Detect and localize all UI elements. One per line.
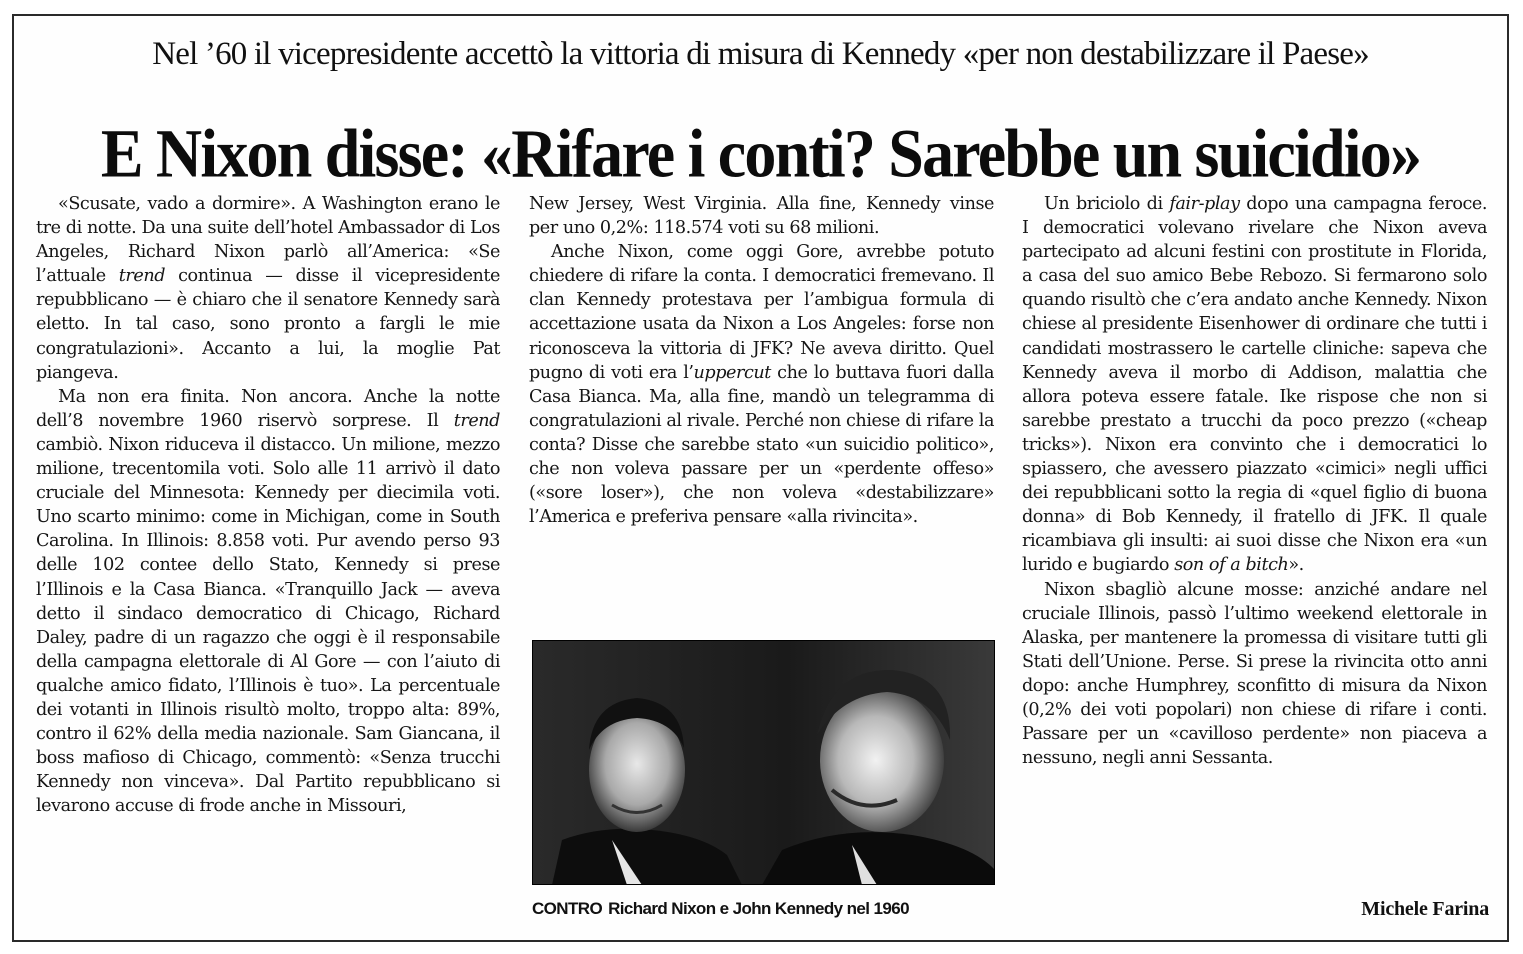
paragraph: Anche Nixon, come oggi Gore, avrebbe potuto chiedere di rifare la conta. I democratici fremevano. Il clan Kennedy protestava per l’ambigua formula di accettazione usata da Nixon a Los Angeles: forse non riconosceva la vittoria di JFK? Ne aveva diritto. Quel pugno di voti era l’uppercut che lo buttava fuori dalla Casa Bianca. Ma, alla fine, mandò un telegramma di congratulazioni al rivale. Perché non chiese di rifare la conta? Disse che sarebbe stato «un suicidio politico», che non voleva passare per un «perdente offeso» («sore loser»), che non voleva «destabilizzare» l’America e preferiva pensare «alla rivincita».: [529, 242, 994, 528]
photo-image: [532, 640, 995, 885]
byline: Michele Farina: [1361, 898, 1489, 920]
paragraph: Ma non era finita. Non ancora. Anche la notte dell’8 novembre 1960 riservò sorprese. Il trend cambiò. Nixon riduceva il distacco. Un milione, mezzo milione, trecentomila voti. Solo alle 11 arrivò il dato cruciale del Minnesota: Kennedy per diecimila voti. Uno scarto minimo: come in Michigan, come in South Carolina. In Illinois: 8.858 voti. Pur avendo perso 93 delle 102 contee dello Stato, Kennedy si prese l’Illinois e la Casa Bianca. «Tranquillo Jack — aveva detto il sindaco democratico di Chicago, Richard Daley, padre di un ragazzo che oggi è il responsabile della campagna elettorale di Al Gore — con l’aiuto di qualche amico fidato, l’Illinois è tuo». La percentuale dei votanti in Illinois risultò molto, troppo alta: 89%, contro il 62% della media nazionale. Sam Giancana, il boss mafioso di Chicago, commentò: «Senza trucchi Kennedy non vinceva». Dal Partito repubblicano si levarono accuse di frode anche in Missouri,: [36, 386, 500, 817]
caption-tag: CONTRO: [532, 899, 603, 918]
article-column-3: [1022, 192, 1487, 770]
paragraph: Un briciolo di fair-play dopo una campagna feroce. I democratici volevano rivelare che Nixon aveva partecipato ad alcuni festini con prostitute in Florida, a casa del suo amico Bebe Rebozo. Si fermarono solo quando risultò che c’era andato anche Kennedy. Nixon chiese al presidente Eisenhower di ordinare che tutti i candidati mostrassero le cartelle cliniche: sapeva che Kennedy aveva il morbo di Addison, malattia che allora poteva essere fatale. Ike rispose che non si sarebbe prestato a trucchi da poco prezzo («cheap tricks»). Nixon era convinto che i democratici lo spiassero, che avessero piazzato «cimici» negli uffici dei repubblicani sotto la regia di «quel figlio di buona donna» di Bob Kennedy, il fratello di JFK. Il quale ricambiava gli insulti: ai suoi disse che Nixon era «un lurido e bugiardo son of a bitch».: [1022, 194, 1487, 576]
kicker: Nel ’60 il vicepresidente accettò la vittoria di misura di Kennedy «per non destabilizzare il Paese»: [152, 36, 1369, 72]
headline: E Nixon disse: «Rifare i conti? Sarebbe un suicidio»: [100, 115, 1421, 192]
paragraph: Nixon sbagliò alcune mosse: anziché andare nel cruciale Illinois, passò l’ultimo weekend elettorale in Alaska, per mantenere la promessa di visitare tutti gli Stati dell’Unione. Perse. Si prese la rivincita otto anni dopo: anche Humphrey, sconfitto di misura da Nixon (0,2% dei voti popolari) non chiese di rifare i conti. Passare per un «cavilloso perdente» non piaceva a nessuno, negli anni Sessanta.: [1022, 579, 1487, 769]
article-column-1: [36, 192, 500, 818]
photo-nixon-kennedy: [532, 640, 995, 885]
photo-caption: [532, 899, 997, 919]
paragraph: New Jersey, West Virginia. Alla fine, Kennedy vinse per uno 0,2%: 118.574 voti su 68 milioni.: [529, 194, 994, 239]
article-column-2: [529, 192, 994, 529]
paragraph: «Scusate, vado a dormire». A Washington erano le tre di notte. Da una suite dell’hotel Ambassador di Los Angeles, Richard Nixon parlò all’America: «Se l’attuale trend continua — disse il vicepresidente repubblicano — è chiaro che il senatore Kennedy sarà eletto. In tal caso, sono pronto a fargli le mie congratulazioni». Accanto a lui, la moglie Pat piangeva.: [36, 194, 500, 383]
caption-text: Richard Nixon e John Kennedy nel 1960: [608, 899, 909, 918]
